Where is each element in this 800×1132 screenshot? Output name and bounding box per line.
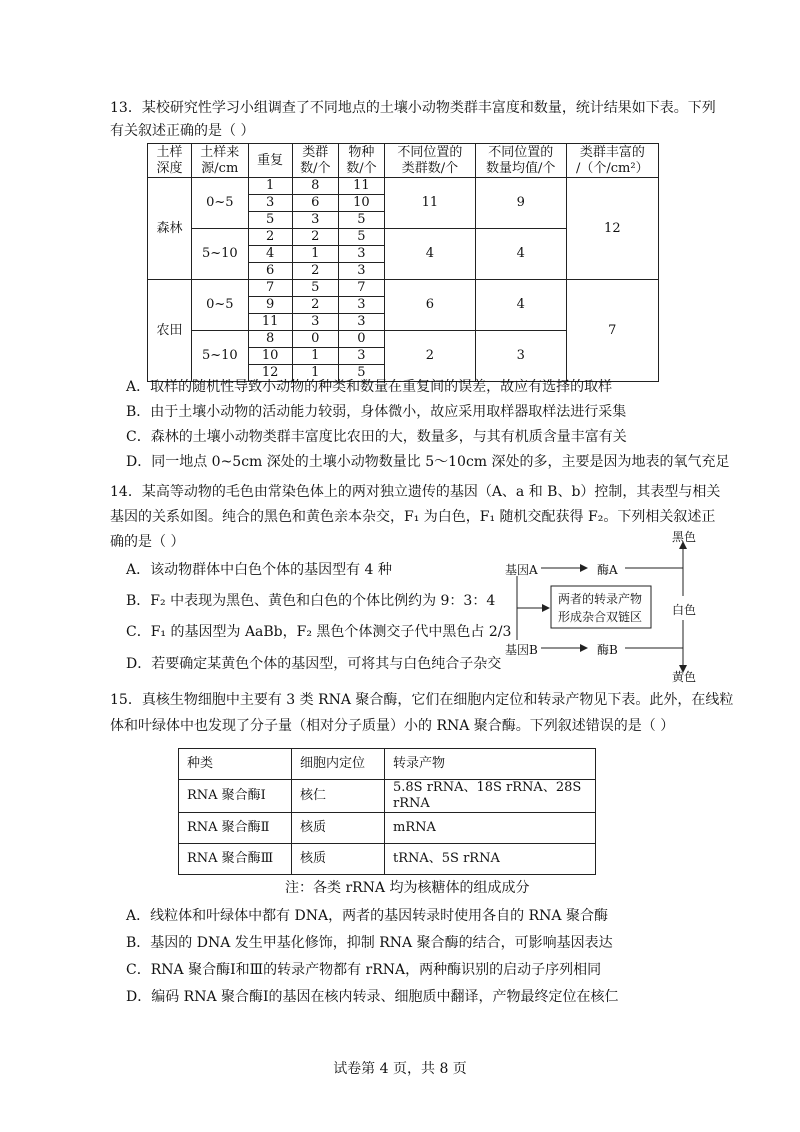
- table-cell: 1: [292, 348, 338, 365]
- q15-header-product: 转录产物: [385, 749, 596, 780]
- q13-option-c: C．森林的土壤小动物类群丰富度比农田的大，数量多，与其有机质含量丰富有关: [126, 429, 627, 445]
- table-cell: 5: [292, 280, 338, 297]
- q13-header-source: 土样来 源/cm: [192, 144, 248, 178]
- table-cell: 2: [292, 263, 338, 280]
- table-cell: 7: [338, 280, 384, 297]
- q14-option-b: B．F₂ 中表现为黑色、黄色和白色的个体比例约为 9：3：4: [126, 593, 496, 609]
- diagram-box-line2: 形成杂合双链区: [558, 610, 643, 624]
- q15-option-a: A．线粒体和叶绿体中都有 DNA，两者的基因转录时使用各自的 RNA 聚合酶: [126, 908, 608, 924]
- table-cell: 12: [248, 365, 292, 382]
- table-cell: 3: [292, 314, 338, 331]
- q13-header-pos-mean: 不同位置的 数量均值/个: [475, 144, 566, 178]
- table-cell: 7: [248, 280, 292, 297]
- q13-option-b: B．由于土壤小动物的活动能力较弱，身体微小，故应采用取样器取样法进行采集: [126, 404, 627, 420]
- q13-forest-pos-mean-2: 4: [475, 229, 566, 280]
- q13-forest-richness: 12: [566, 178, 658, 280]
- q13-farm-pos-mean-1: 4: [475, 280, 566, 331]
- table-cell: 1: [292, 246, 338, 263]
- table-cell: 10: [338, 195, 384, 212]
- q13-site-forest: 森林: [148, 178, 192, 280]
- table-cell: 5: [338, 365, 384, 382]
- table-cell: 9: [248, 297, 292, 314]
- table-cell: 2: [292, 297, 338, 314]
- q15-option-d: D．编码 RNA 聚合酶Ⅰ的基因在核内转录、细胞质中翻译，产物最终定位在核仁: [126, 989, 619, 1005]
- table-cell: 4: [248, 246, 292, 263]
- table-cell: 0: [338, 331, 384, 348]
- q14-gene-diagram: [505, 532, 730, 682]
- q14-option-a: A．该动物群体中白色个体的基因型有 4 种: [126, 562, 392, 578]
- q15-stem-line1: 15．真核生物细胞中主要有 3 类 RNA 聚合酶，它们在细胞内定位和转录产物见下表。此外，在线粒: [110, 692, 734, 708]
- q15-option-c: C．RNA 聚合酶Ⅰ和Ⅲ的转录产物都有 rRNA，两种酶识别的启动子序列相同: [126, 962, 602, 978]
- table-cell: RNA 聚合酶Ⅰ: [179, 780, 292, 813]
- q13-option-d: D．同一地点 0~5cm 深处的土壤小动物数量比 5～10cm 深处的多，主要是因为地表的氧气充足: [126, 454, 730, 470]
- q15-header-type: 种类: [179, 749, 292, 780]
- q13-header-groups: 类群 数/个: [292, 144, 338, 178]
- q15-table-note: 注：各类 rRNA 均为核糖体的组成成分: [285, 880, 530, 896]
- q13-option-a: A．取样的随机性导致小动物的种类和数量在重复间的误差，故应有选择的取样: [126, 379, 613, 395]
- q13-table: [147, 143, 659, 382]
- table-cell: 3: [338, 297, 384, 314]
- table-cell: 3: [338, 263, 384, 280]
- table-cell: 5.8S rRNA、18S rRNA、28S rRNA: [385, 780, 596, 813]
- q13-stem-line2: 有关叙述正确的是（ ）: [110, 123, 255, 139]
- table-cell: 0: [292, 331, 338, 348]
- diagram-yellow: 黄色: [672, 670, 697, 684]
- table-cell: 2: [248, 229, 292, 246]
- q15-table: [178, 748, 596, 875]
- q13-header-repeat: 重复: [248, 144, 292, 178]
- table-cell: 8: [292, 178, 338, 195]
- table-cell: 核质: [292, 813, 385, 844]
- table-cell: 3: [338, 246, 384, 263]
- q13-header-depth: 土样 深度: [148, 144, 192, 178]
- table-cell: 11: [338, 178, 384, 195]
- table-cell: 5: [338, 229, 384, 246]
- q13-site-farm: 农田: [148, 280, 192, 382]
- q13-farm-pos-mean-2: 3: [475, 331, 566, 382]
- q15-option-b: B．基因的 DNA 发生甲基化修饰，抑制 RNA 聚合酶的结合，可影响基因表达: [126, 935, 613, 951]
- page-footer: 试卷第 4 页，共 8 页: [333, 1061, 467, 1077]
- q14-stem-line2: 基因的关系如图。纯合的黑色和黄色亲本杂交，F₁ 为白色，F₁ 随机交配获得 F₂。下列相关叙述正: [110, 509, 716, 525]
- table-cell: 1: [292, 365, 338, 382]
- q13-stem-line1: 13．某校研究性学习小组调查了不同地点的土壤小动物类群丰富度和数量，统计结果如下表。下列: [110, 100, 716, 116]
- table-cell: 1: [248, 178, 292, 195]
- table-cell: 6: [248, 263, 292, 280]
- diagram-gene-b: 基因B: [505, 643, 538, 657]
- diagram-enzyme-b: 酶B: [597, 643, 618, 657]
- diagram-gene-a: 基因A: [505, 563, 538, 577]
- table-cell: tRNA、5S rRNA: [385, 844, 596, 875]
- table-cell: RNA 聚合酶Ⅱ: [179, 813, 292, 844]
- table-cell: 3: [248, 195, 292, 212]
- diagram-white: 白色: [672, 603, 697, 617]
- q13-farm-pos-groups-2: 2: [385, 331, 476, 382]
- diagram-black: 黑色: [672, 530, 697, 544]
- q13-farm-depth1: 0~5: [192, 280, 248, 331]
- q13-forest-depth1: 0~5: [192, 178, 248, 229]
- q14-option-c: C．F₁ 的基因型为 AaBb，F₂ 黑色个体测交子代中黑色占 2/3: [126, 624, 512, 640]
- table-cell: 3: [292, 212, 338, 229]
- table-cell: 核仁: [292, 780, 385, 813]
- table-cell: 10: [248, 348, 292, 365]
- diagram-enzyme-a: 酶A: [597, 563, 618, 577]
- q14-stem-line1: 14．某高等动物的毛色由常染色体上的两对独立遗传的基因（A、a 和 B、b）控制，其表型与相关: [110, 484, 721, 500]
- q14-option-d: D．若要确定某黄色个体的基因型，可将其与白色纯合子杂交: [126, 656, 502, 672]
- q13-forest-pos-groups-1: 11: [385, 178, 476, 229]
- table-cell: mRNA: [385, 813, 596, 844]
- table-cell: 11: [248, 314, 292, 331]
- table-cell: 8: [248, 331, 292, 348]
- q15-header-location: 细胞内定位: [292, 749, 385, 780]
- q13-farm-depth2: 5~10: [192, 331, 248, 382]
- table-cell: 2: [292, 229, 338, 246]
- table-cell: 5: [338, 212, 384, 229]
- q13-forest-pos-groups-2: 4: [385, 229, 476, 280]
- table-cell: RNA 聚合酶Ⅲ: [179, 844, 292, 875]
- q14-stem-line3: 确的是（ ）: [110, 534, 185, 550]
- q13-farm-pos-groups-1: 6: [385, 280, 476, 331]
- table-cell: 5: [248, 212, 292, 229]
- q15-stem-line2: 体和叶绿体中也发现了分子量（相对分子质量）小的 RNA 聚合酶。下列叙述错误的是（ ）: [110, 718, 675, 734]
- q13-header-species: 物种 数/个: [338, 144, 384, 178]
- table-cell: 6: [292, 195, 338, 212]
- table-cell: 核质: [292, 844, 385, 875]
- q13-header-richness: 类群丰富的 /（个/cm²）: [566, 144, 658, 178]
- q13-forest-depth2: 5~10: [192, 229, 248, 280]
- diagram-box-line1: 两者的转录产物: [558, 592, 643, 606]
- table-cell: 3: [338, 314, 384, 331]
- q13-header-pos-groups: 不同位置的 类群数/个: [385, 144, 476, 178]
- q13-farm-richness: 7: [566, 280, 658, 382]
- table-cell: 3: [338, 348, 384, 365]
- q13-forest-pos-mean-1: 9: [475, 178, 566, 229]
